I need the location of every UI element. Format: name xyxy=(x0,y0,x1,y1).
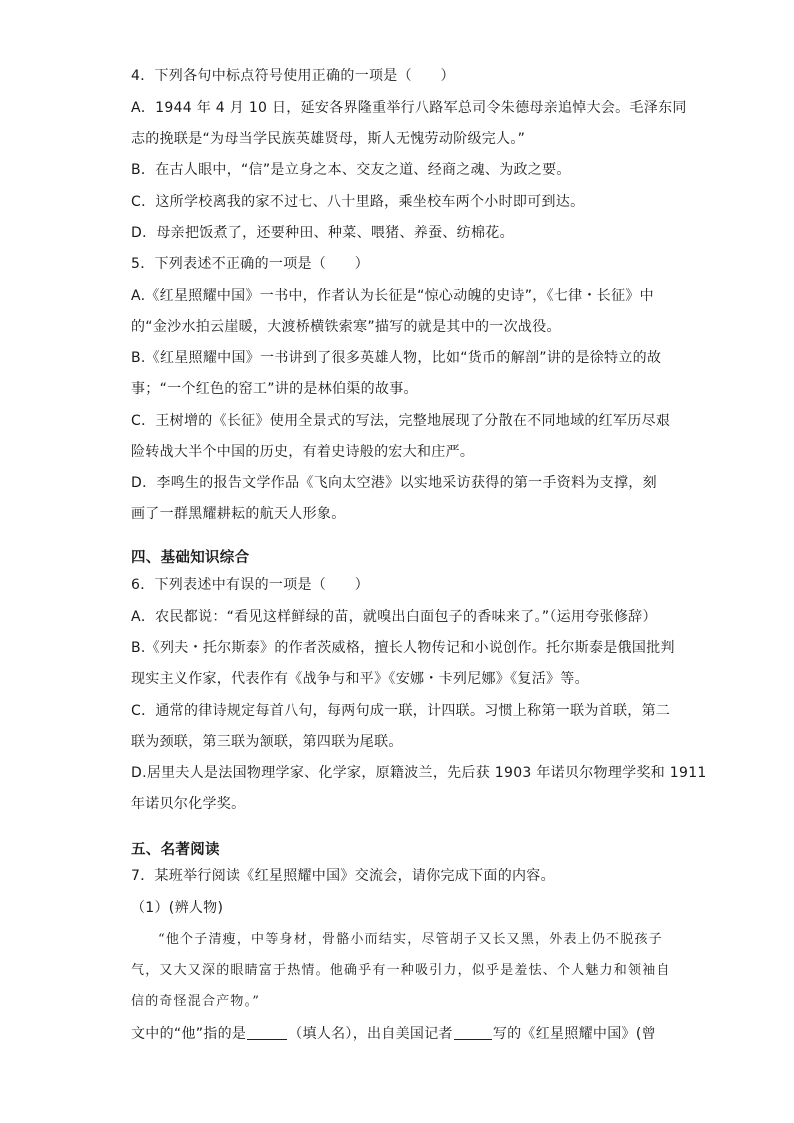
question-5-option-c-line1: C．王树增的《长征》使用全景式的写法，完整地展现了分散在不同地域的红军历尽艰 xyxy=(131,413,671,429)
section-5-heading: 五、名著阅读 xyxy=(131,842,220,858)
answer-blank-person-name[interactable] xyxy=(247,1025,287,1040)
question-6-option-d-line1: D.居里夫人是法国物理学家、化学家，原籍波兰，先后获 1903 年诺贝尔物理学奖和 1911 xyxy=(131,765,707,781)
question-6-option-d-line2: 年诺贝尔化学奖。 xyxy=(131,796,246,812)
question-5-option-d-line2: 画了一群黑耀耕耘的航天人形象。 xyxy=(131,506,346,522)
question-4-option-a-line1: A．1944 年 4 月 10 日，延安各界隆重举行八路军总司令朱德母亲追悼大会。毛泽东同 xyxy=(131,100,687,116)
question-6-option-b-line2: 现实主义作家，代表作有《战争与和平》《安娜・卡列尼娜》《复活》等。 xyxy=(131,671,589,687)
question-5-option-c-line2: 险转战大半个中国的历史，有着史诗般的宏大和庄严。 xyxy=(131,444,475,460)
fill-in-text-part-3: 写的《红星照耀中国》(曾 xyxy=(492,1026,656,1042)
question-6-stem: 6．下列表述中有误的一项是（ ） xyxy=(131,577,370,593)
question-4-option-d: D．母亲把饭煮了，还要种田、种菜、喂猪、养蚕、纺棉花。 xyxy=(131,225,514,241)
question-5-stem: 5．下列表述不正确的一项是（ ） xyxy=(131,256,370,272)
question-6-option-c-line1: C．通常的律诗规定每首八句，每两句成一联，计四联。习惯上称第一联为首联，第二 xyxy=(131,703,671,719)
question-6-option-b-line1: B.《列夫・托尔斯泰》的作者茨威格，擅长人物传记和小说创作。托尔斯泰是俄国批判 xyxy=(131,640,675,656)
quote-line-1: “他个子清瘦，中等身材，骨骼小而结实，尽管胡子又长又黑，外表上仍不脱孩子 xyxy=(158,932,663,947)
question-4-stem: 4．下列各句中标点符号使用正确的一项是（ ） xyxy=(131,68,455,84)
fill-in-sentence xyxy=(131,1024,656,1044)
quote-line-2: 气，又大又深的眼睛富于热情。他确乎有一种吸引力，似乎是羞怯、个人魅力和领袖自 xyxy=(131,963,671,978)
fill-in-text-part-2: （填人名），出自美国记者 xyxy=(288,1026,453,1042)
question-4-option-c: C．这所学校离我的家不过七、八十里路，乘坐校车两个小时即可到达。 xyxy=(131,194,585,210)
question-7-stem: 7．某班举行阅读《红星照耀中国》交流会，请你完成下面的内容。 xyxy=(131,868,555,884)
question-7-subquestion-1: （1）(辨人物) xyxy=(131,900,224,916)
question-4-option-b: B．在古人眼中，“信”是立身之本、交友之道、经商之魂、为政之要。 xyxy=(131,162,571,178)
answer-blank-journalist-name[interactable] xyxy=(454,1025,492,1040)
section-4-heading: 四、基础知识综合 xyxy=(131,550,250,566)
fill-in-text-part-1: 文中的“他”指的是 xyxy=(131,1026,247,1042)
question-5-option-a-line2: 的“金沙水拍云崖暖，大渡桥横铁索寒”描写的就是其中的一次战役。 xyxy=(131,319,561,335)
question-5-option-a-line1: A.《红星照耀中国》一书中，作者认为长征是“惊心动魄的史诗”，《七律・长征》中 xyxy=(131,288,654,304)
question-4-option-a-line2: 志的挽联是“为母当学民族英雄贤母，斯人无愧劳动阶级完人。” xyxy=(131,131,526,147)
question-6-option-c-line2: 联为颈联，第三联为颔联，第四联为尾联。 xyxy=(131,734,403,750)
question-5-option-d-line1: D．李鸣生的报告文学作品《飞向太空港》以实地采访获得的第一手资料为支撑，刻 xyxy=(131,475,657,491)
question-5-option-b-line2: 事；“一个红色的窑工”讲的是林伯渠的故事。 xyxy=(131,381,418,397)
question-5-option-b-line1: B.《红星照耀中国》一书讲到了很多英雄人物，比如“货币的解剖”讲的是徐特立的故 xyxy=(131,350,662,366)
question-6-option-a: A．农民都说：“看见这样鲜绿的苗，就嗅出白面包子的香味来了。”（运用夸张修辞） xyxy=(131,609,657,625)
quote-line-3: 信的奇怪混合产物。” xyxy=(131,994,261,1009)
